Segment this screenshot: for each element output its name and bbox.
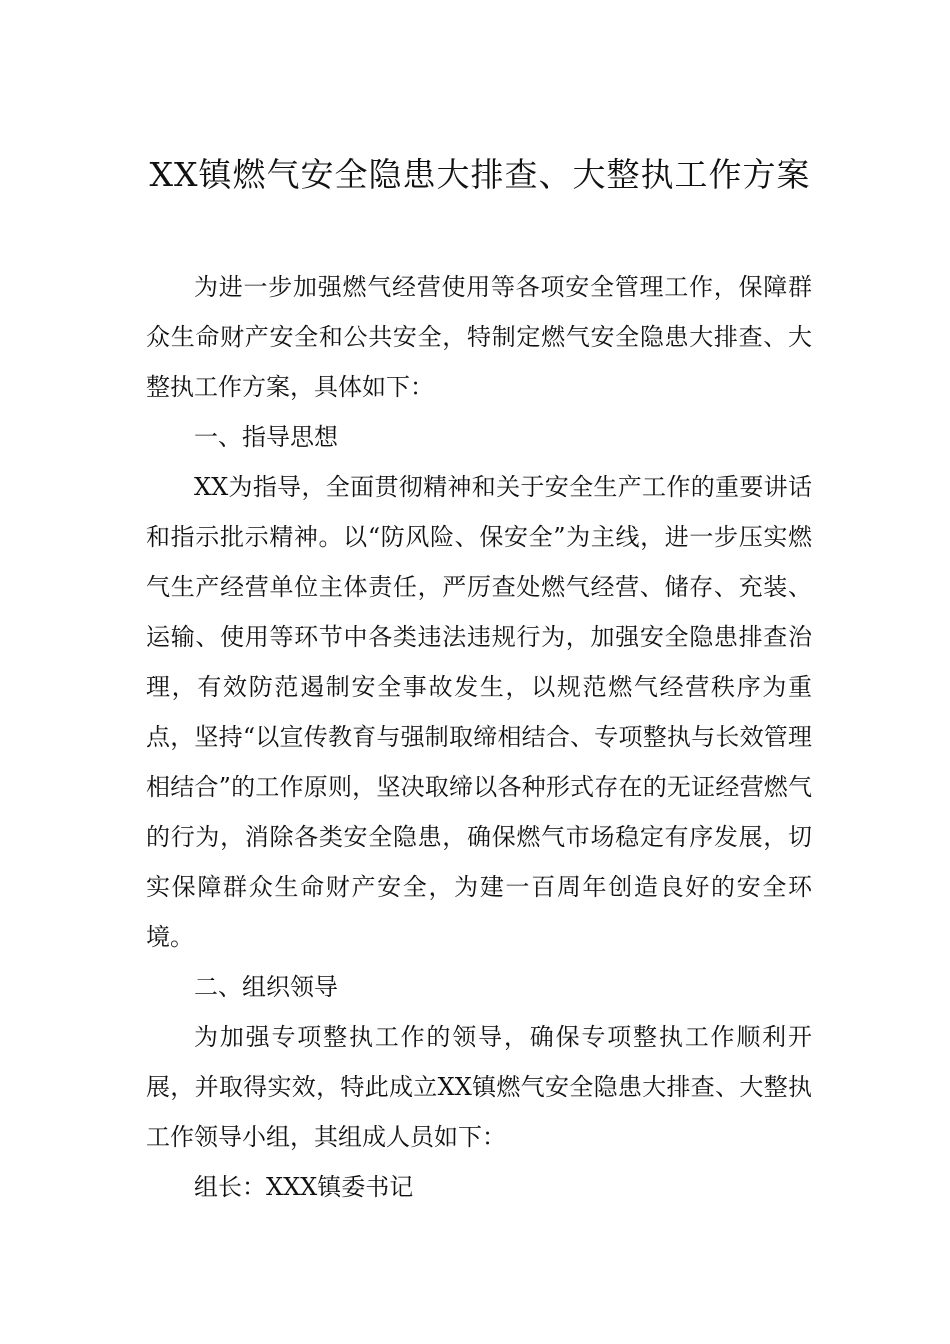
section-heading-organization: 二、组织领导 <box>194 973 338 1001</box>
document-body <box>146 262 812 1212</box>
guiding-ideology-paragraph: XX为指导，全面贯彻精神和关于安全生产工作的重要讲话和指示批示精神。以“防风险、保安全”为主线，进一步压实燃气生产经营单位主体责任，严厉查处燃气经营、储存、充装、运输、使用等环节中各类违法违规行为，加强安全隐患排查治理，有效防范遏制安全事故发生，以规范燃气经营秩序为重点，坚持“以宣传教育与强制取缔相结合、专项整执与长效管理相结合”的工作原则，坚决取缔以各种形式存在的无证经营燃气的行为，消除各类安全隐患，确保燃气市场稳定有序发展，切实保障群众生命财产安全，为建一百周年创造良好的安全环境。 <box>146 473 812 951</box>
intro-paragraph: 为进一步加强燃气经营使用等各项安全管理工作，保障群众生命财产安全和公共安全，特制定燃气安全隐患大排查、大整执工作方案，具体如下： <box>146 273 812 401</box>
team-leader-line: 组长：XXX镇委书记 <box>194 1173 414 1201</box>
organization-paragraph: 为加强专项整执工作的领导，确保专项整执工作顺利开展，并取得实效，特此成立XX镇燃气安全隐患大排查、大整执工作领导小组，其组成人员如下： <box>146 1023 812 1151</box>
document-title: XX镇燃气安全隐患大排查、大整执工作方案 <box>149 155 811 194</box>
section-heading-guiding-ideology: 一、指导思想 <box>194 423 338 451</box>
